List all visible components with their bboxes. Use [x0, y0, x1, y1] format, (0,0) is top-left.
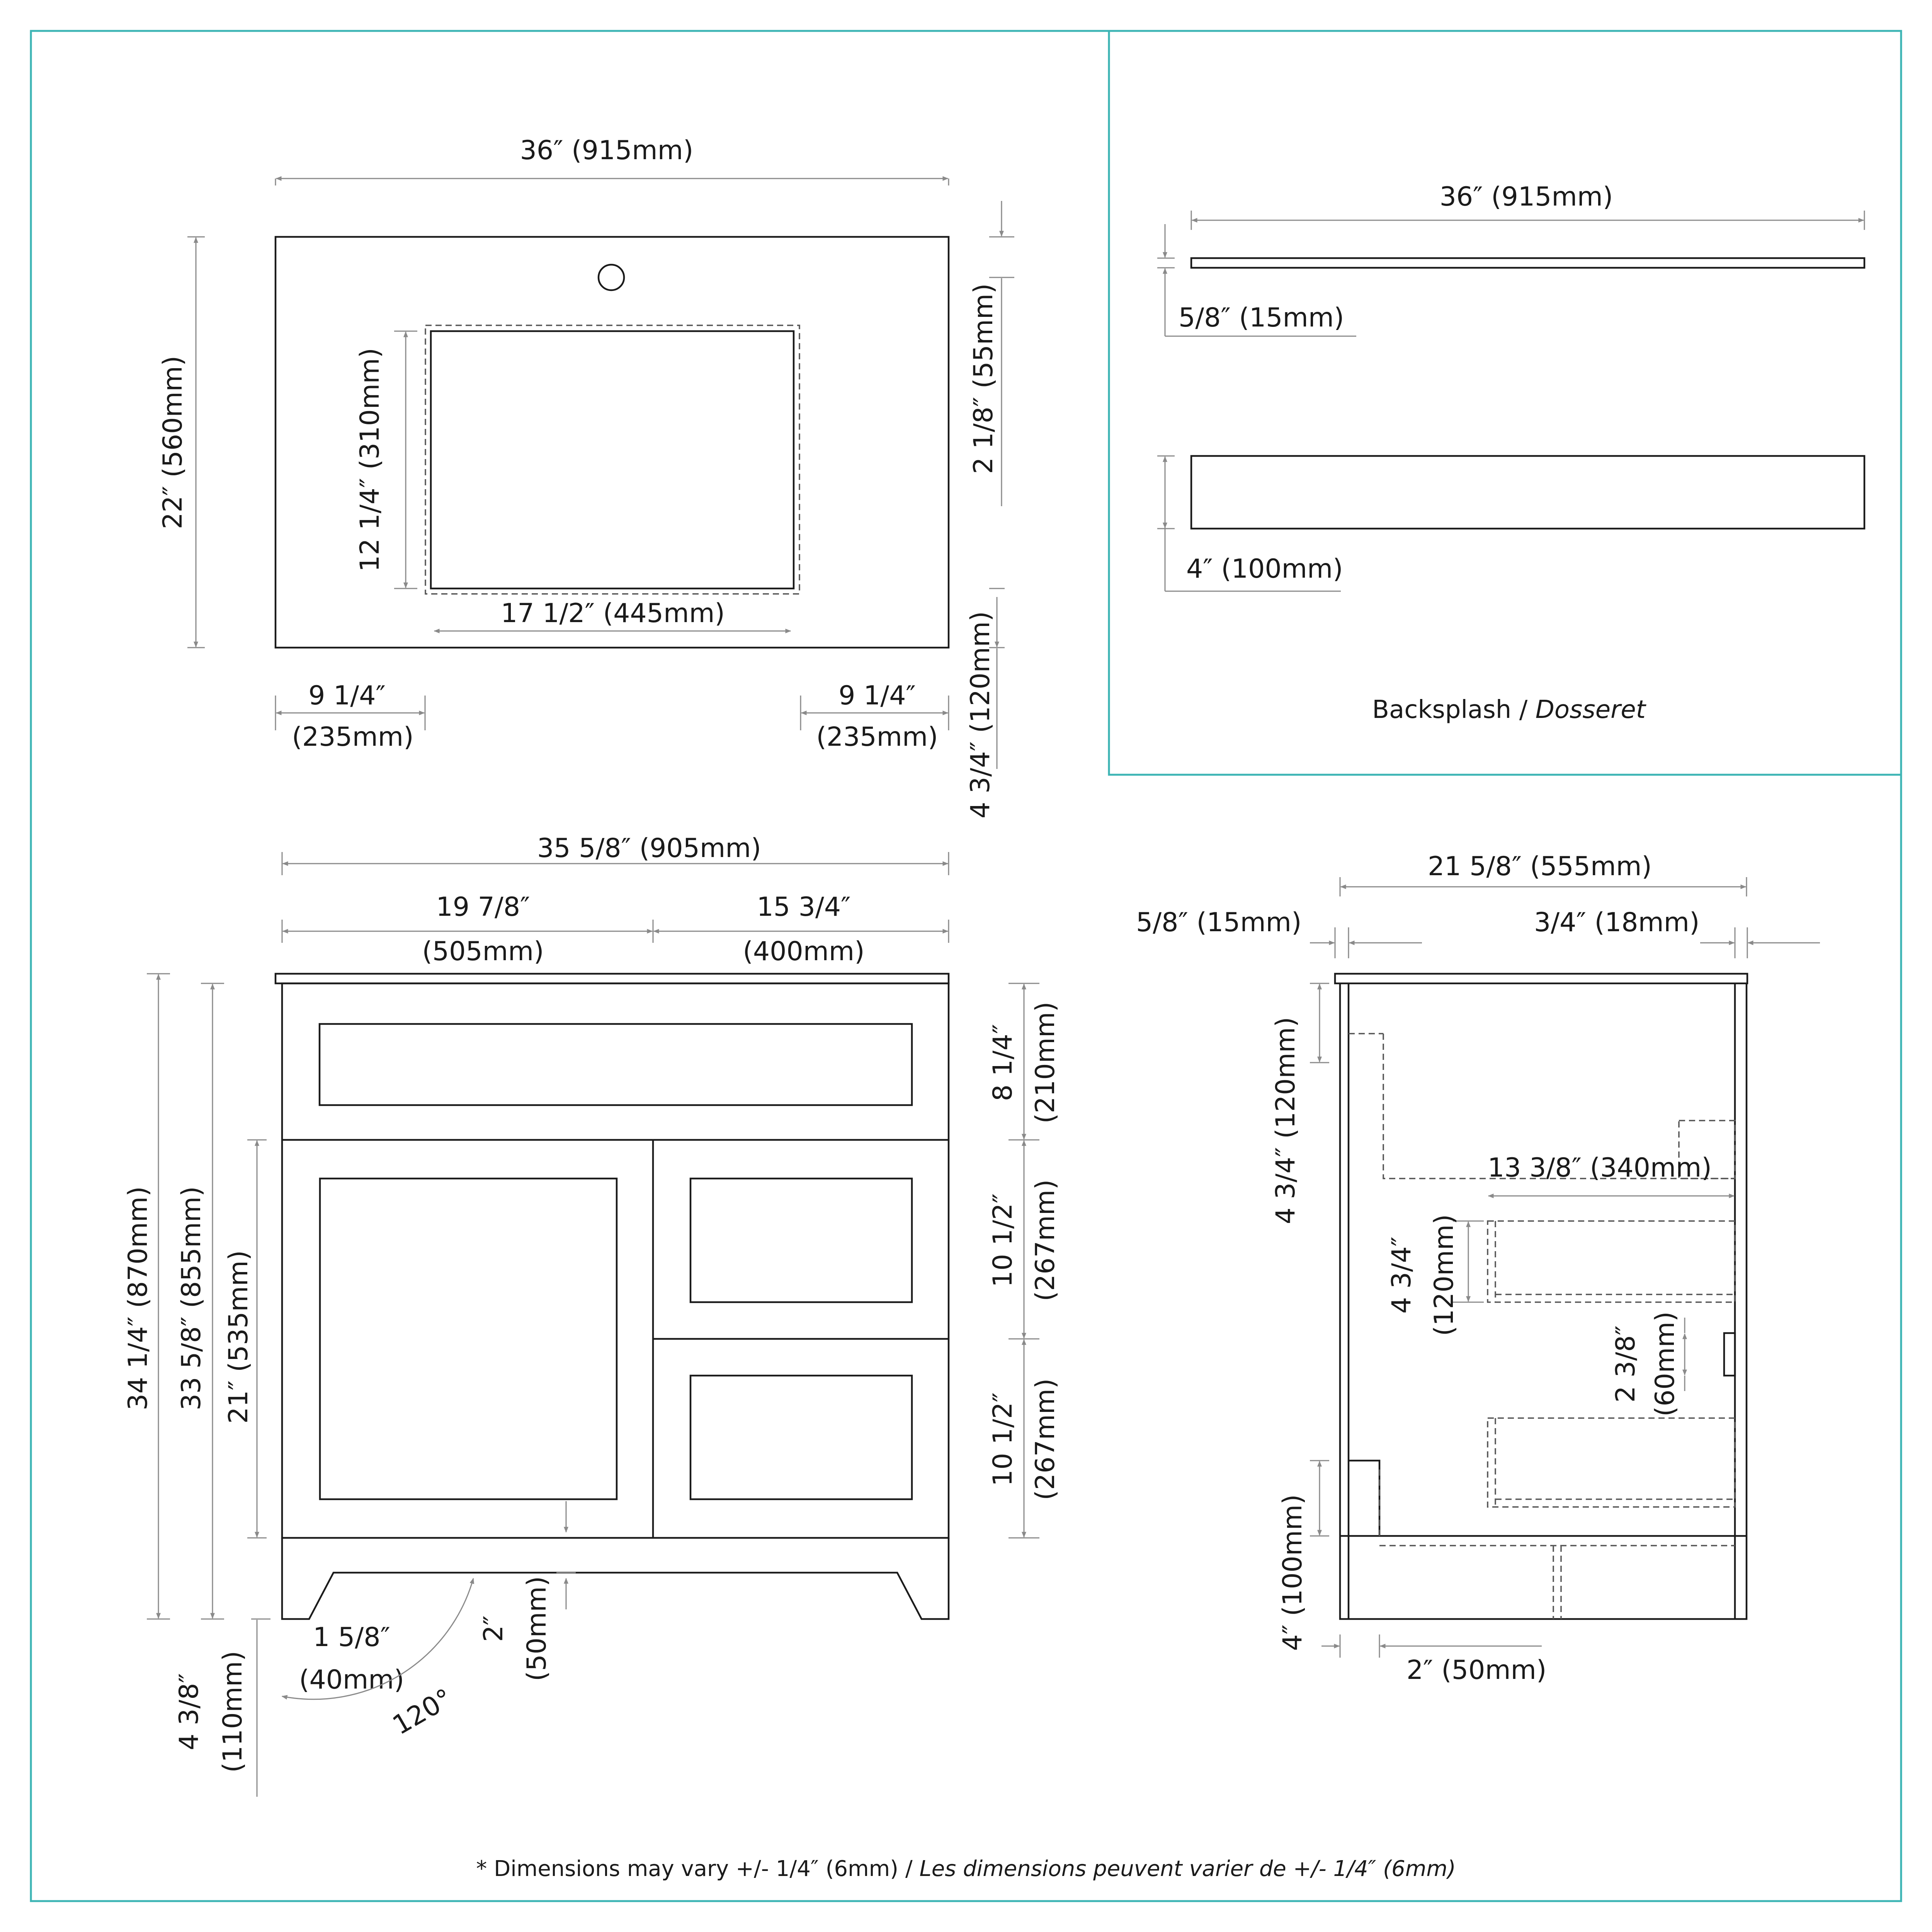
drawer-mid-label-2: (267mm): [1030, 1179, 1061, 1301]
right-width-label-1: 15 3/4″: [757, 892, 851, 922]
footnote: * Dimensions may vary +/- 1/4″ (6mm) / Les dimensions peuvent varier de +/- 1/4″ (6mm): [476, 1856, 1456, 1881]
top-width-label: 36″ (915mm): [520, 135, 694, 166]
outer-frame: [31, 31, 1901, 1901]
top-depth-label: 22″ (560mm): [158, 355, 188, 529]
inner-drawer-upper: [1488, 1221, 1735, 1302]
front-offset-label: 4 3/4″ (120mm): [965, 611, 996, 819]
front-width-label: 35 5/8″ (905mm): [537, 833, 761, 864]
side-depth-label: 21 5/8″ (555mm): [1428, 851, 1652, 882]
inner-drawer-lower: [1488, 1418, 1735, 1507]
bowl-width-label: 17 1/2″ (445mm): [501, 598, 725, 629]
right-offset-label-1: 9 1/4″: [838, 680, 916, 711]
left-offset-label-2: (235mm): [292, 722, 414, 752]
door-panel: [320, 1179, 617, 1499]
drawer-mid-label-1: 10 1/2″: [988, 1193, 1018, 1287]
total-height-label: 34 1/4″ (870mm): [123, 1186, 153, 1410]
front-overhang-label: 5/8″ (15mm): [1136, 907, 1302, 938]
backsplash-length-label: 36″ (915mm): [1439, 182, 1613, 212]
middle-drawer-panel: [690, 1179, 912, 1302]
cabinet-box: [282, 983, 949, 1538]
toe-recess-label-2: (50mm): [522, 1576, 552, 1682]
toe-kick-base: [282, 1538, 949, 1619]
bottom-drawer-panel: [690, 1376, 912, 1499]
drawer-pull-profile: [1724, 1333, 1735, 1376]
left-offset-label-1: 9 1/4″: [308, 680, 386, 711]
front-view: [123, 833, 1061, 1797]
drawer-top-label-2: (210mm): [1030, 1002, 1061, 1124]
left-width-label-2: (505mm): [422, 936, 544, 967]
top-view: [158, 135, 1014, 818]
cabinet-height-label: 33 5/8″ (855mm): [176, 1186, 207, 1410]
side-top-drawer-label: 4 3/4″ (120mm): [1270, 1017, 1301, 1225]
bowl-depth-label: 12 1/4″ (310mm): [355, 348, 385, 572]
top-drawer-panel: [320, 1024, 912, 1105]
toe-kick-height-label-2: (110mm): [218, 1651, 248, 1773]
side-view: [1136, 851, 1820, 1685]
backsplash-caption: Backsplash / Dosseret: [1372, 696, 1646, 724]
drawer-top-label-1: 8 1/4″: [988, 1024, 1018, 1101]
inner-drawer-label-2: (120mm): [1429, 1214, 1459, 1336]
backsplash-front-profile: [1191, 456, 1864, 529]
toe-kick-height-label-1: 4 3/8″: [174, 1673, 204, 1750]
drawer-gap-label-2: (60mm): [1650, 1311, 1680, 1417]
drawer-gap-label-1: 2 3/8″: [1611, 1325, 1641, 1403]
side-countertop: [1335, 974, 1747, 983]
backsplash-thickness-label: 5/8″ (15mm): [1179, 303, 1344, 333]
toe-depth-label: 2″ (50mm): [1406, 1655, 1547, 1685]
left-width-label-1: 19 7/8″: [436, 892, 530, 922]
leg-offset-label-1: 1 5/8″: [313, 1622, 390, 1653]
faucet-offset-label: 2 1/8″ (55mm): [968, 283, 999, 474]
door-swing-label: 120°: [388, 1683, 458, 1741]
bowl-cutout-dashed: [425, 325, 799, 594]
backsplash-panel-frame: [1109, 31, 1901, 775]
faucet-hole: [599, 265, 624, 290]
front-countertop: [276, 974, 949, 983]
backsplash-height-label: 4″ (100mm): [1186, 554, 1343, 584]
toe-recess-label-1: 2″: [478, 1615, 509, 1642]
back-overhang-label: 3/4″ (18mm): [1534, 907, 1700, 938]
door-height-label: 21″ (535mm): [223, 1250, 254, 1424]
side-toe-kick-label: 4″ (100mm): [1277, 1494, 1308, 1651]
bowl-outline: [431, 331, 794, 588]
drawer-depth-label: 13 3/8″ (340mm): [1488, 1153, 1712, 1183]
right-offset-label-2: (235mm): [816, 722, 938, 752]
leg-offset-label-2: (40mm): [299, 1665, 405, 1695]
drawer-bottom-label-2: (267mm): [1030, 1378, 1061, 1500]
right-width-label-2: (400mm): [743, 936, 865, 967]
inner-drawer-label-1: 4 3/4″: [1386, 1236, 1417, 1314]
backsplash-view: [1157, 182, 1864, 724]
drawer-bottom-label-1: 10 1/2″: [988, 1392, 1018, 1486]
backsplash-top-profile: [1191, 258, 1864, 268]
